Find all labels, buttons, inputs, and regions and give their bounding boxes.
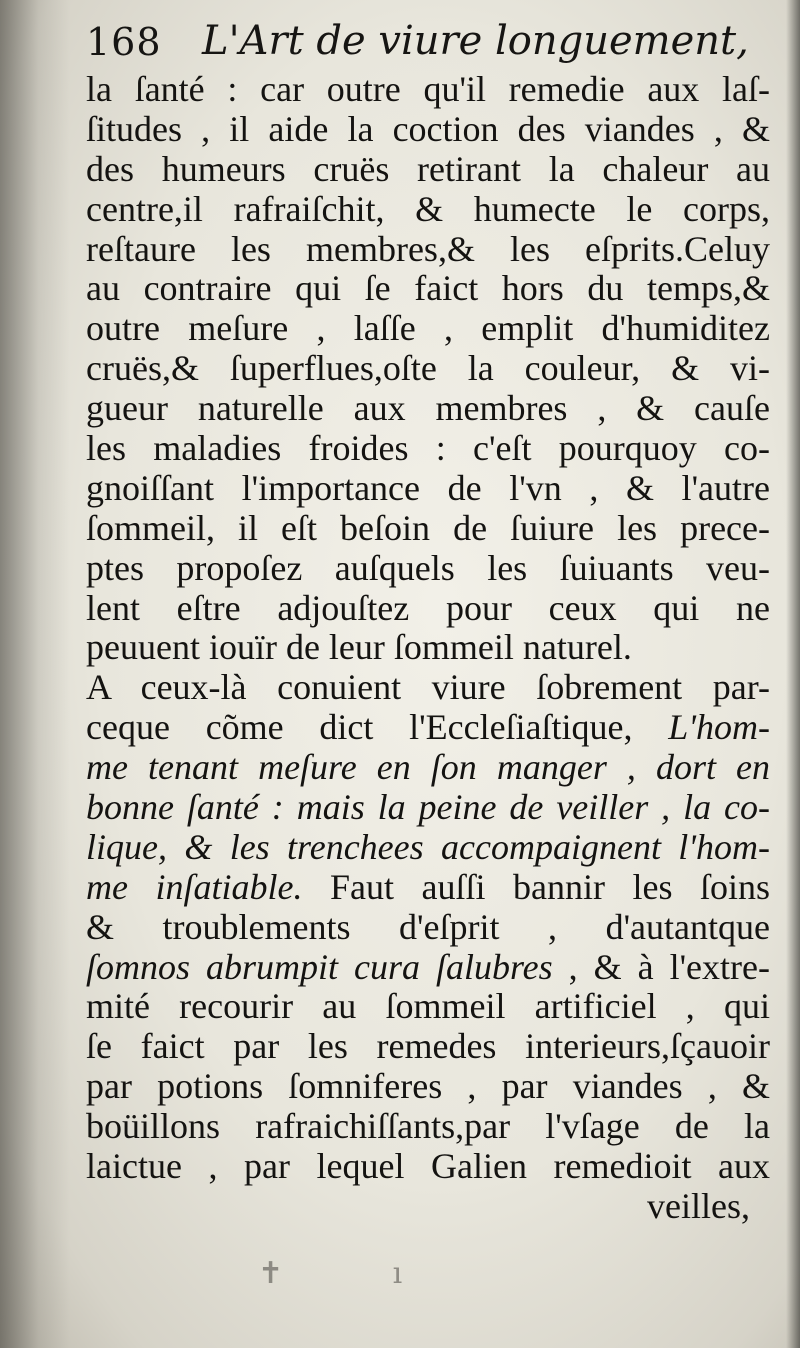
printers-mark-ornament: ✝ ı (258, 1256, 453, 1291)
text-line (86, 668, 770, 708)
roman-text: la ſanté : car outre qu'il remedie aux laſ- (86, 69, 770, 109)
text-line (86, 628, 770, 668)
roman-text: ceque cõme dict l'Eccleſiaſtique, (86, 707, 669, 748)
text-line (86, 948, 770, 988)
text-line (86, 509, 770, 549)
text-line (86, 110, 770, 150)
roman-text: outre meſure , laſſe , emplit d'humiditez (86, 308, 770, 349)
text-line (86, 70, 770, 110)
italic-text: me inſatiable. (86, 866, 303, 907)
roman-text: les maladies froides : c'eſt pourquoy co- (86, 428, 770, 469)
text-line (86, 828, 770, 868)
roman-text: A ceux-là conuient viure ſobrement par- (86, 667, 770, 708)
text-line (86, 788, 770, 828)
roman-text: veilles, (647, 1185, 750, 1226)
italic-text: L'hom- (668, 707, 770, 748)
roman-text: Faut auſſi bannir les ſoins (302, 866, 770, 907)
catchword (86, 1187, 770, 1227)
text-line (86, 190, 770, 230)
running-title: L'Art de viure longuement, (202, 18, 749, 64)
roman-text: centre,il rafraiſchit, & humecte le corps, (86, 188, 770, 229)
text-line (86, 309, 770, 349)
text-line (86, 549, 770, 589)
text-line (86, 748, 770, 788)
text-line (86, 987, 770, 1027)
text-line (86, 708, 770, 748)
roman-text: lent eſtre adjouſtez pour ceux qui ne (86, 587, 770, 628)
roman-text: des humeurs cruës retirant la chaleur au (86, 148, 770, 189)
roman-text: & troublements d'eſprit , d'autantque (86, 906, 770, 947)
roman-text: gnoiſſant l'importance de l'vn , & l'autre (86, 467, 770, 508)
body-text (86, 70, 770, 1227)
text-line (86, 908, 770, 948)
roman-text: ſe faict par les remedes interieurs,ſçauoir (86, 1026, 770, 1067)
page-edge-shadow (786, 0, 800, 1348)
roman-text: , & à l'extre- (552, 946, 770, 987)
italic-text: me tenant meſure en ſon manger , dort en (86, 747, 770, 788)
text-line (86, 349, 770, 389)
roman-text: laictue , par lequel Galien remedioit aux (86, 1146, 770, 1187)
text-line (86, 429, 770, 469)
roman-text: ſommeil, il eſt beſoin de ſuiure les prece- (86, 507, 770, 548)
roman-text: ptes propoſez auſquels les ſuiuants veu- (86, 547, 770, 588)
text-line (86, 868, 770, 908)
page-header (86, 14, 786, 74)
roman-text: cruës,& ſuperflues,oſte la couleur, & vi- (86, 348, 770, 389)
text-line (86, 150, 770, 190)
roman-text: mité recourir au ſommeil artificiel , qui (86, 986, 770, 1027)
roman-text: par potions ſomniferes , par viandes , & (86, 1066, 770, 1107)
roman-text: gueur naturelle aux membres , & cauſe (86, 388, 770, 429)
roman-text: peuuent iouïr de leur ſommeil naturel. (86, 627, 632, 668)
text-line (86, 230, 770, 270)
roman-text: ſitudes , il aide la coction des viandes , & (86, 108, 770, 149)
page-number: 168 (86, 20, 162, 64)
italic-text: ſomnos abrumpit cura ſalubres (86, 946, 553, 987)
roman-text: reſtaure les membres,& les eſprits.Celuy (86, 228, 770, 269)
text-line (86, 389, 770, 429)
gutter-shadow (0, 0, 70, 1348)
italic-text: bonne ſanté : mais la peine de veiller , la co- (86, 787, 770, 828)
text-line (86, 469, 770, 509)
text-line (86, 1107, 770, 1147)
text-line (86, 1147, 770, 1187)
italic-text: lique, & les trenchees accompaignent l'hom- (86, 826, 770, 867)
roman-text: au contraire qui ſe faict hors du temps,& (86, 268, 770, 309)
text-line (86, 1067, 770, 1107)
text-line (86, 589, 770, 629)
roman-text: boüillons rafraichiſſants,par l'vſage de la (86, 1106, 770, 1147)
text-line (86, 269, 770, 309)
text-line (86, 1027, 770, 1067)
